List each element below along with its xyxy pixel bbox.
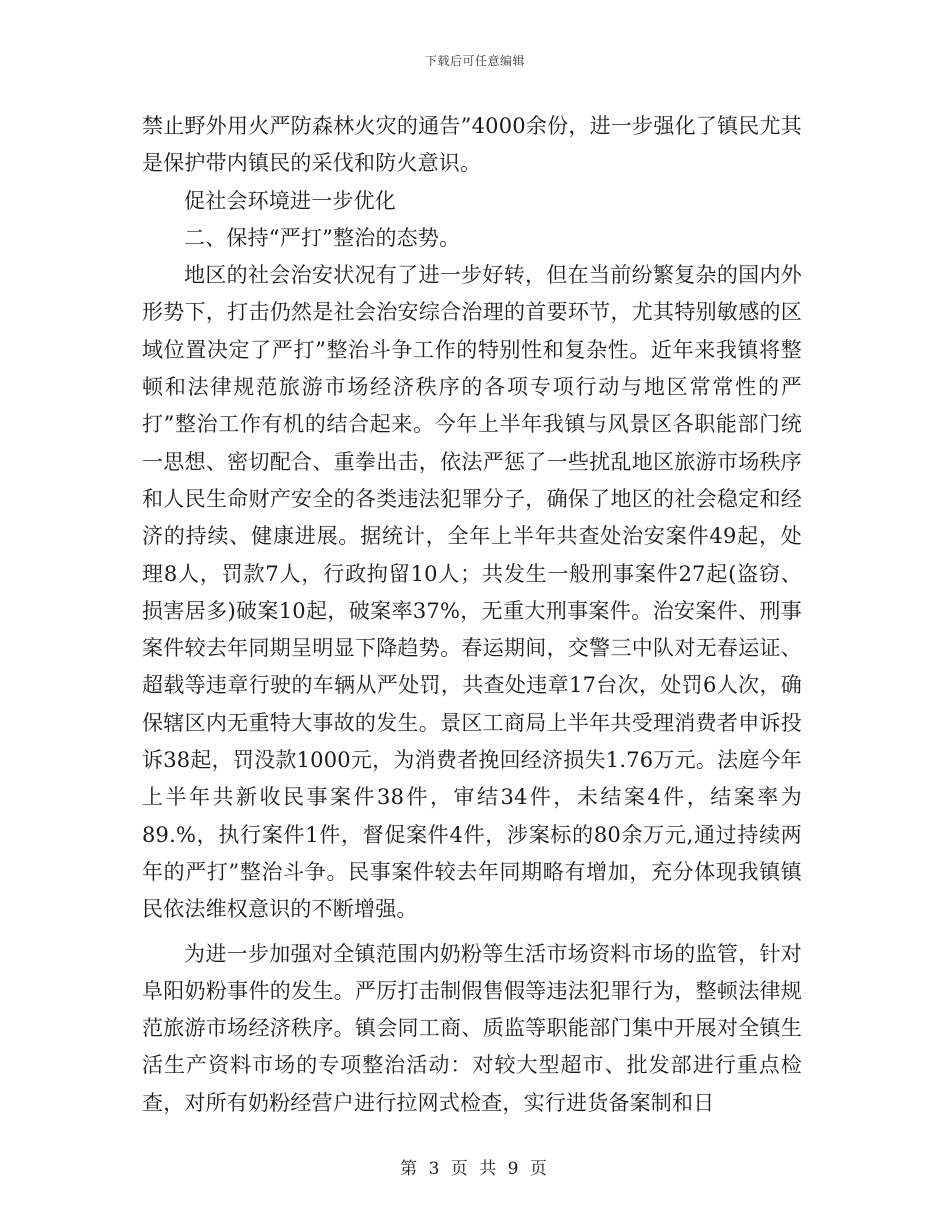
page-header: 下载后可任意编辑 [424,54,525,68]
body-text [142,108,802,1122]
paragraph-strike-hard: 地区的社会治安状况有了进一步好转，但在当前纷繁复杂的国内外形势下，打击仍然是社会治安综合治理的首要环节，尤其特别敏感的区域位置决定了严打”整治斗争工作的特别性和复杂性。近年来我镇将整顿和法律规范旅游市场经济秩序的各项专项行动与地区常常性的严打”整治工作有机的结合起来。今年上半年我镇与风景区各职能部门统一思想、密切配合、重拳出击，依法严惩了一些扰乱地区旅游市场秩序和人民生命财产安全的各类违法犯罪分子，确保了地区的社会稳定和经济的持续、健康进展。据统计，全年上半年共查处治安案件49起，处理8人，罚款7人，行政拘留10人；共发生一般刑事案件27起(盗窃、损害居多)破案10起，破案率37%，无重大刑事案件。治安案件、刑事案件较去年同期呈明显下降趋势。春运期间，交警三中队对无春运证、超载等违章行驶的车辆从严处罚，共查处违章17台次，处罚6人次，确保辖区内无重特大事故的发生。景区工商局上半年共受理消费者申诉投诉38起，罚没款1000元，为消费者挽回经济损失1.76万元。法庭今年上半年共新收民事案件38件，审结34件，未结案4件，结案率为89.%，执行案件1件，督促案件4件，涉案标的80余万元,通过持续两年的严打”整治斗争。民事案件较去年同期略有增加，充分体现我镇镇民依法维权意识的不断增强。 [142,263,802,922]
paragraph-market-regulation: 为进一步加强对全镇范围内奶粉等生活市场资料市场的监管，针对阜阳奶粉事件的发生。严厉打击制假售假等违法犯罪行为，整顿法律规范旅游市场经济秩序。镇会同工商、质监等职能部门集中开展对全镇生活生产资料市场的专项整治活动：对较大型超市、批发部进行重点检查，对所有奶粉经营户进行拉网式检查，实行进货备案制和日 [142,941,802,1115]
section-subheading: 促社会环境进一步优化 [184,188,396,213]
paragraph-continuation: 禁止野外用火严防森林火灾的通告”4000余份，进一步强化了镇民尤其是保护带内镇民的采伐和防火意识。 [142,114,802,176]
section-heading: 二、保持“严打”整治的态势。 [184,225,461,250]
page-footer: 第 3 页 共 9 页 [400,1159,550,1179]
